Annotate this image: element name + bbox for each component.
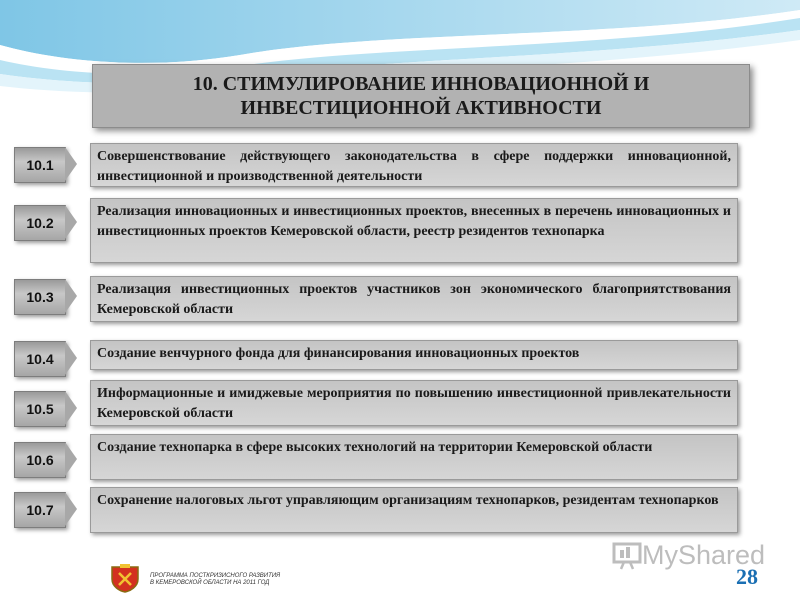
slide-title-box [92, 64, 750, 128]
arrow-icon [65, 442, 77, 476]
item-number-badge [14, 442, 66, 478]
item-number-badge [14, 147, 66, 183]
page-number: 28 [736, 564, 758, 589]
arrow-icon [65, 279, 77, 313]
item-box [90, 380, 738, 426]
item-number: 10.6 [26, 452, 54, 468]
item-text: Реализация инвестиционных проектов участников зон экономического благоприятствования Кемеровской области [97, 282, 731, 317]
item-text: Создание венчурного фонда для финансирования инновационных проектов [97, 346, 580, 361]
item-text: Информационные и имиджевые мероприятия по повышению инвестиционной привлекательности Кемеровской области [97, 386, 731, 421]
watermark-text: MyShared [642, 539, 766, 570]
footer-line: В КЕМЕРОВСКОЙ ОБЛАСТИ НА 2011 ГОД [150, 580, 270, 586]
item-number: 10.4 [26, 351, 54, 367]
presentation-icon [612, 540, 642, 570]
item-number-badge [14, 205, 66, 241]
item-text: Совершенствование действующего законодательства в сфере поддержки инновационной, инвестиционной и производственной деятельности [97, 149, 731, 184]
item-number: 10.1 [26, 157, 54, 173]
item-box [90, 487, 738, 533]
coat-of-arms-icon [108, 563, 142, 593]
arrow-icon [65, 341, 77, 375]
item-text: Сохранение налоговых льгот управляющим организациям технопарков, резидентам технопарков [97, 493, 719, 508]
item-number: 10.3 [26, 289, 54, 305]
item-number: 10.5 [26, 401, 54, 417]
item-number: 10.2 [26, 215, 54, 231]
item-number-badge [14, 341, 66, 377]
footer-program-text [150, 573, 280, 587]
item-box [90, 143, 738, 187]
item-box [90, 198, 738, 263]
arrow-icon [65, 147, 77, 181]
slide-title: 10. СТИМУЛИРОВАНИЕ ИННОВАЦИОННОЙ И ИНВЕСТИЦИОННОЙ АКТИВНОСТИ [192, 73, 650, 119]
item-box [90, 434, 738, 480]
item-box [90, 340, 738, 370]
item-text: Реализация инновационных и инвестиционных проектов, внесенных в перечень инновационных и инвестиционных проектов Кемеровской области, реестр резидентов технопарка [97, 204, 731, 239]
item-number-badge [14, 391, 66, 427]
item-text: Создание технопарка в сфере высоких технологий на территории Кемеровской области [97, 440, 653, 455]
arrow-icon [65, 205, 77, 239]
item-number-badge [14, 492, 66, 528]
footer-line: ПРОГРАММА ПОСТКРИЗИСНОГО РАЗВИТИЯ [150, 573, 281, 579]
item-box [90, 276, 738, 322]
item-number: 10.7 [26, 502, 54, 518]
arrow-icon [65, 391, 77, 425]
arrow-icon [65, 492, 77, 526]
item-number-badge [14, 279, 66, 315]
